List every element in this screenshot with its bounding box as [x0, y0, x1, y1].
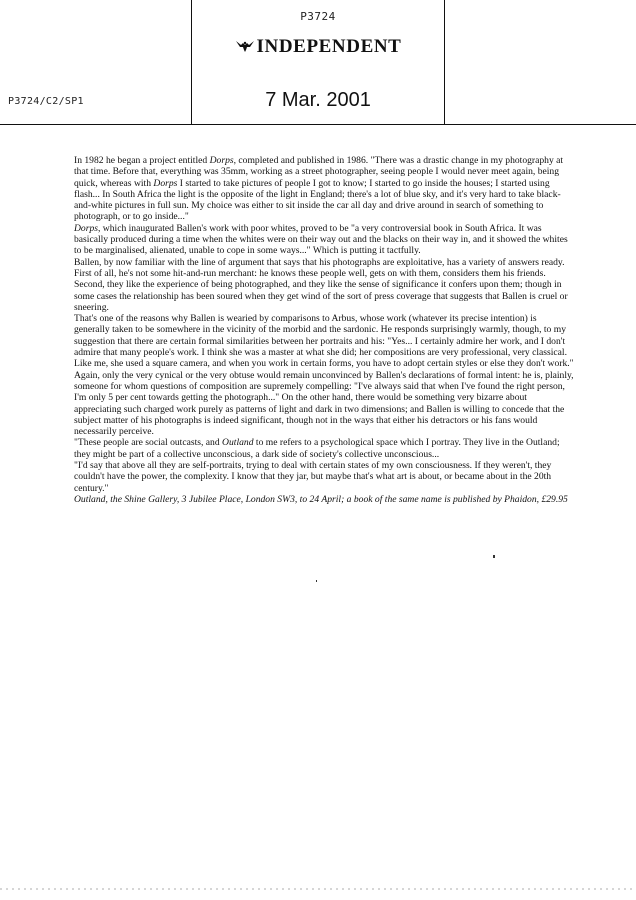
- paragraph-1: In 1982 he began a project entitled Dorps, completed and published in 1986. "There was a drastic change in my photography at that time. Before that, everything was 35mm, working as a street photographer, seeing people I would never meet again, being quick, whereas with Dorps I started to take pictures of people I got to know; I started to go inside the houses; I started using flash... In South Africa the light is the opposite of the light in England; there's a lot of blue sky, and it's very hard to take black-and-white pictures in full sun. My choice was either to sit inside the car all day and drive around in search of something to photograph, or to go inside...": [74, 155, 564, 223]
- header-rule: [0, 124, 636, 125]
- publication-masthead: [192, 36, 444, 58]
- clipping-header: [0, 0, 636, 125]
- article-body: [74, 155, 574, 505]
- paragraph-7: "I'd say that above all they are self-portraits, trying to deal with certain states of my own consciousness. If they weren't, they couldn't have the power, the complexity. I know that they jar, but maybe that's what art is about, or became about in the 20th century.": [74, 460, 552, 494]
- paragraph-2: Dorps, which inaugurated Ballen's work with poor whites, proved to be "a very controversial book in South Africa. It was basically produced during a time when the whites were on their way out and the blacks on their way in, and it showed the whites to be marginalised, alienated, unable to cope in some ways..." Which is putting it tactfully.: [74, 222, 568, 257]
- paragraph-4: That's one of the reasons why Ballen is wearied by comparisons to Arbus, whose work (whatever its precise intention) is generally taken to be somewhere in the vicinity of the morbid and the sardonic. He responds surprisingly warmly, though, to my suggestion that there are certain formal similarities between her portraits and his: "Yes... I certainly admire her work, and I don't admire that many people's work. I think she was a master at what she did; her compositions are very professional, very classical. Like me, she used a square camera, and when you work in certain forms, you have to adopt certain styles or else they don't work.": [74, 313, 574, 370]
- reference-code: P3724/C2/SP1: [8, 96, 84, 107]
- exhibition-note: Outland, the Shine Gallery, 3 Jubilee Place, London SW3, to 24 April; a book of the same name is published by Phaidon, £29.95: [74, 493, 568, 505]
- header-box-right-border: [444, 0, 445, 125]
- clipping-date: 7 Mar. 2001: [265, 89, 371, 111]
- paragraph-6: "These people are social outcasts, and Outland to me refers to a psychological space which I portray. They live in the Outland; they might be part of a collective unconscious, a dark side of society's collective unconscious...: [74, 437, 560, 460]
- paragraph-5: Again, only the very cynical or the very obtuse would remain unconvinced by Ballen's declarations of formal intent: he is, plainly, someone for whom questions of composition are supremely compelling: "I've always said that when I've found the right person, I'm only 5 per cent towards getting the photograph..." On the other hand, there would be something very bizarre about appreciating such charged work purely as patterns of light and dark in two dimensions; and Ballen is willing to concede that the subject matter of his photographs is indeed significant, though not in the ways that either his detractors or his fans would necessarily perceive.: [74, 369, 574, 438]
- scan-edge-artifact: [0, 888, 636, 890]
- scan-speck: [493, 555, 495, 558]
- eagle-icon: [235, 39, 255, 53]
- paragraph-3: Ballen, by now familiar with the line of argument that says that his photographs are exploitative, has a variety of answers ready. First of all, he's not some hit-and-run merchant: he knows these people well, gets on with them, considers them his friends. Second, they like the experience of being photographed, and they like the sense of significance it confers upon them; though in some cases the relationship has been soured when they get wind of the sort of press coverage that suggests that Ballen is cruel or sneering.: [74, 256, 568, 313]
- scan-speck: [316, 580, 317, 582]
- publication-name: INDEPENDENT: [256, 36, 402, 57]
- header-code: P3724: [300, 10, 336, 23]
